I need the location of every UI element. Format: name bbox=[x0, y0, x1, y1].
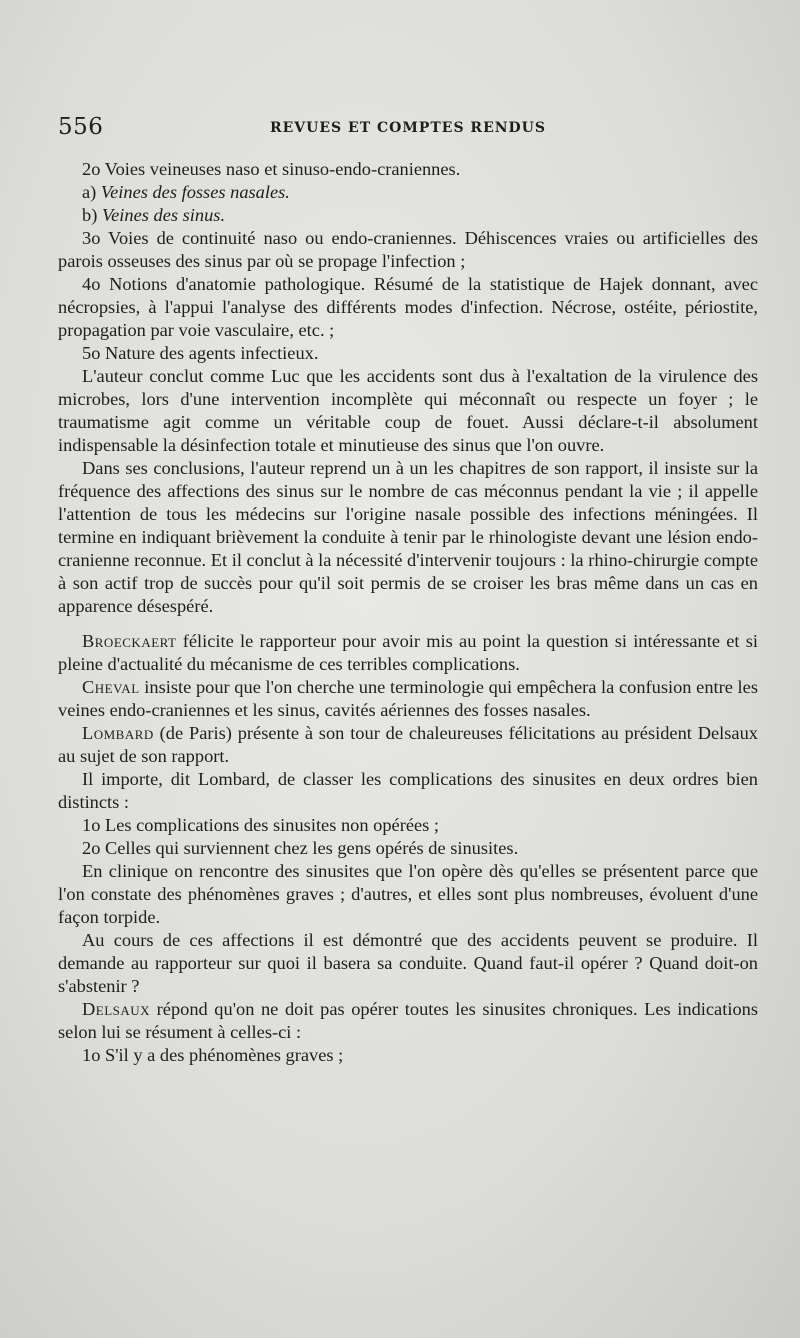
speaker-name: Broeckaert bbox=[82, 631, 177, 651]
paragraph-non-operated: 1o Les complications des sinusites non opérées ; bbox=[82, 815, 440, 835]
paragraph-broeckaert bbox=[58, 630, 758, 676]
list-item-a bbox=[58, 181, 758, 204]
item-text: Veines des fosses nasales. bbox=[100, 182, 290, 202]
paragraph-classify: Il importe, dit Lombard, de classer les complications des sinusites en deux ordres bien distincts : bbox=[58, 769, 758, 812]
paragraph-veins: 2o Voies veineuses naso et sinuso-endo-craniennes. bbox=[82, 159, 461, 179]
paragraph-agents: 5o Nature des agents infectieux. bbox=[82, 343, 319, 363]
body-text bbox=[58, 158, 758, 1067]
speaker-text: (de Paris) présente à son tour de chaleureuses félicitations au président Delsaux au sujet de son rapport. bbox=[58, 723, 758, 766]
page-number: 556 bbox=[58, 114, 104, 140]
paragraph-grave: 1o S'il y a des phénomènes graves ; bbox=[82, 1045, 344, 1065]
paragraph-conclusion: L'auteur conclut comme Luc que les accidents sont dus à l'exaltation de la virulence des microbes, lors d'une intervention incomplète qui méconnaît ou respecte un foyer ; le traumatisme agit comme un véritable coup de fouet. Aussi déclare-t-il absolument indispensable la désinfection totale et minutieuse des sinus que l'on ouvre. bbox=[58, 366, 758, 455]
paragraph-continuity: 3o Voies de continuité naso ou endo-craniennes. Déhiscences vraies ou artificielles des parois osseuses des sinus par où se propage l'infection ; bbox=[58, 228, 758, 271]
speaker-name: Lombard bbox=[82, 723, 154, 743]
page-header bbox=[58, 114, 758, 144]
paragraph-lombard bbox=[58, 722, 758, 768]
speaker-text: répond qu'on ne doit pas opérer toutes les sinusites chroniques. Les indications selon lui se résument à celles-ci : bbox=[58, 999, 758, 1042]
paragraph-operated: 2o Celles qui surviennent chez les gens opérés de sinusites. bbox=[82, 838, 519, 858]
paragraph-chapters: Dans ses conclusions, l'auteur reprend un à un les chapitres de son rapport, il insiste sur la fréquence des affections des sinus sur le nombre de cas méconnus pendant la vie ; il appelle l'attention de tous les médecins sur l'origine nasale possible des infections méningées. Il termine en indiquant brièvement la conduite à tenir par le rhinologiste devant une lésion endo-cranienne reconnue. Et il conclut à la nécessité d'intervenir toujours : la rhino-chirurgie compte à son actif trop de succès pour qu'il soit permis de se croiser les bras même dans un cas en apparence désespéré. bbox=[58, 458, 758, 616]
paragraph-clinic: En clinique on rencontre des sinusites que l'on opère dès qu'elles se présentent parce que l'on constate des phénomènes graves ; d'autres, et elles sont plus nombreuses, évoluent d'une façon torpide. bbox=[58, 861, 758, 927]
speaker-text: félicite le rapporteur pour avoir mis au point la question si intéressante et si pleine d'actualité du mécanisme de ces terribles complications. bbox=[58, 631, 758, 674]
item-label: b) bbox=[82, 205, 98, 225]
item-label: a) bbox=[82, 182, 97, 202]
speaker-name: Cheval bbox=[82, 677, 140, 697]
paragraph-anatomy: 4o Notions d'anatomie pathologique. Résumé de la statistique de Hajek donnant, avec nécropsies, à l'appui l'analyse des différents modes d'infection. Nécrose, ostéite, périostite, propagation par voie vasculaire, etc. ; bbox=[58, 274, 758, 340]
paragraph-accidents: Au cours de ces affections il est démontré que des accidents peuvent se produire. Il demande au rapporteur sur quoi il basera sa conduite. Quand faut-il opérer ? Quand doit-on s'abstenir ? bbox=[58, 930, 758, 996]
speaker-text: insiste pour que l'on cherche une terminologie qui empêchera la confusion entre les veines endo-craniennes et les sinus, cavités aériennes des fosses nasales. bbox=[58, 677, 758, 720]
paragraph-cheval bbox=[58, 676, 758, 722]
item-text: Veines des sinus. bbox=[101, 205, 226, 225]
list-item-b bbox=[58, 204, 758, 227]
speaker-name: Delsaux bbox=[82, 999, 151, 1019]
paragraph-delsaux bbox=[58, 998, 758, 1044]
running-head: REVUES ET COMPTES RENDUS bbox=[270, 120, 546, 136]
